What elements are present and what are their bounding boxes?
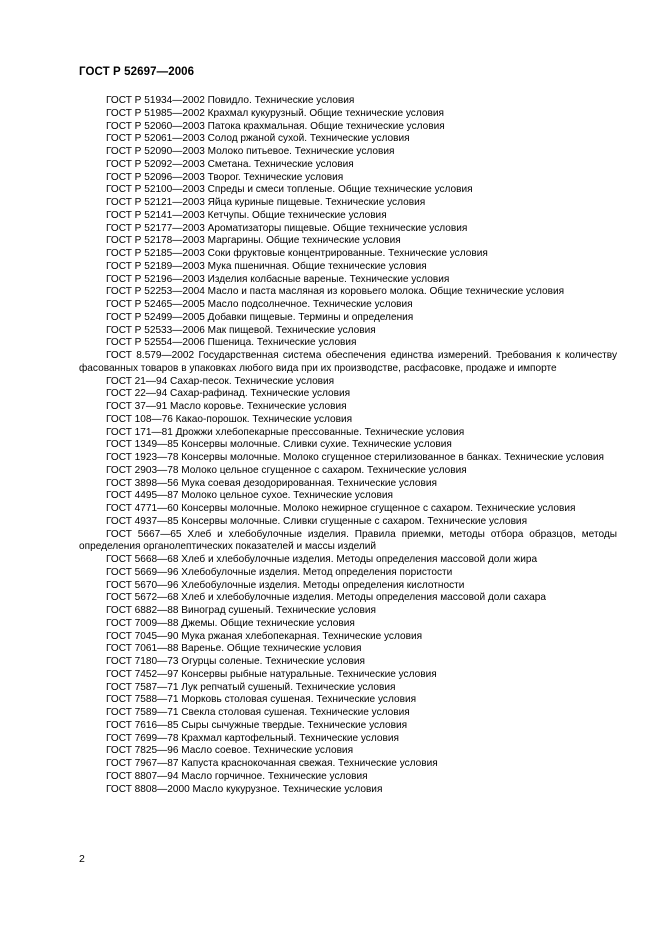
reference-item: ГОСТ 171—81 Дрожжи хлебопекарные прессованные. Технические условия bbox=[106, 426, 465, 438]
reference-item: ГОСТ Р 52060—2003 Патока крахмальная. Общие технические условия bbox=[106, 120, 445, 132]
reference-item: ГОСТ 7967—87 Капуста краснокочанная свежая. Технические условия bbox=[106, 758, 438, 769]
reference-item: ГОСТ 5669—96 Хлебобулочные изделия. Метод определения пористости bbox=[106, 566, 453, 578]
reference-item: ГОСТ 6882—88 Виноград сушеный. Технические условия bbox=[106, 605, 377, 616]
reference-item: ГОСТ 2903—78 Молоко цельное сгущенное с сахаром. Технические условия bbox=[106, 464, 467, 476]
reference-item: ГОСТ Р 52121—2003 Яйца куриные пищевые. Технические условия bbox=[106, 197, 426, 208]
reference-item: ГОСТ 7588—71 Морковь столовая сушеная. Технические условия bbox=[106, 694, 417, 706]
reference-item: ГОСТ 7587—71 Лук репчатый сушеный. Технические условия bbox=[106, 681, 396, 693]
reference-item: ГОСТ Р 52465—2005 Масло подсолнечное. Технические условия bbox=[106, 299, 413, 310]
reference-item: ГОСТ Р 52554—2006 Пшеница. Технические условия bbox=[106, 337, 357, 349]
reference-item: ГОСТ 7180—73 Огурцы соленые. Технические условия bbox=[106, 656, 365, 667]
reference-item: ГОСТ Р 52499—2005 Добавки пищевые. Термины и определения bbox=[106, 311, 414, 323]
reference-item: ГОСТ 1923—78 Консервы молочные. Молоко сгущенное стерилизованное в банках. Технические условия bbox=[106, 452, 604, 463]
reference-item: ГОСТ Р 52061—2003 Солод ржаной сухой. Технические условия bbox=[106, 133, 410, 145]
reference-item: ГОСТ Р 52096—2003 Творог. Технические условия bbox=[106, 171, 344, 183]
reference-item: ГОСТ 7061—88 Варенье. Общие технические условия bbox=[106, 643, 362, 655]
document-header: ГОСТ Р 52697—2006 bbox=[79, 66, 195, 78]
reference-item: ГОСТ 7825—96 Масло соевое. Технические условия bbox=[106, 745, 354, 757]
reference-item: ГОСТ Р 52185—2003 Соки фруктовые концентрированные. Технические условия bbox=[106, 248, 488, 259]
reference-item: ГОСТ 5670—96 Хлебобулочные изделия. Методы определения кислотности bbox=[106, 579, 465, 591]
reference-item: ГОСТ 8808—2000 Масло кукурузное. Технические условия bbox=[106, 783, 383, 795]
reference-item: ГОСТ Р 52253—2004 Масло и паста масляная из коровьего молока. Общие технические условия bbox=[106, 286, 565, 298]
reference-item: ГОСТ 7699—78 Крахмал картофельный. Технические условия bbox=[106, 732, 399, 744]
reference-item: ГОСТ 5668—68 Хлеб и хлебобулочные изделия. Методы определения массовой доли жира bbox=[106, 554, 538, 565]
reference-item: ГОСТ 5672—68 Хлеб и хлебобулочные изделия. Методы определения массовой доли сахара bbox=[106, 592, 546, 604]
reference-item: ГОСТ 7452—97 Консервы рыбные натуральные. Технические условия bbox=[106, 668, 437, 680]
reference-item: ГОСТ 37—91 Масло коровье. Технические условия bbox=[106, 401, 347, 412]
reference-item: ГОСТ 4937—85 Консервы молочные. Сливки сгущенные с сахаром. Технические условия bbox=[106, 515, 528, 527]
reference-item: ГОСТ Р 51934—2002 Повидло. Технические условия bbox=[106, 95, 355, 106]
reference-item: ГОСТ 108—76 Какао-порошок. Технические условия bbox=[106, 413, 353, 425]
reference-item: ГОСТ Р 52189—2003 Мука пшеничная. Общие технические условия bbox=[106, 260, 427, 272]
reference-item: ГОСТ Р 52177—2003 Ароматизаторы пищевые. Общие технические условия bbox=[106, 222, 468, 234]
reference-item: ГОСТ 4771—60 Консервы молочные. Молоко нежирное сгущенное с сахаром. Технические условия bbox=[106, 503, 576, 514]
reference-item: ГОСТ Р 52092—2003 Сметана. Технические условия bbox=[106, 158, 354, 170]
reference-item: ГОСТ Р 51985—2002 Крахмал кукурузный. Общие технические условия bbox=[106, 107, 444, 119]
reference-item: ГОСТ 22—94 Сахар-рафинад. Технические условия bbox=[106, 388, 351, 400]
reference-item: ГОСТ 1349—85 Консервы молочные. Сливки сухие. Технические условия bbox=[106, 439, 452, 451]
reference-item: ГОСТ 7589—71 Свекла столовая сушеная. Технические условия bbox=[106, 707, 410, 718]
reference-item: ГОСТ Р 52178—2003 Маргарины. Общие технические условия bbox=[106, 235, 401, 247]
reference-item: ГОСТ 7045—90 Мука ржаная хлебопекарная. Технические условия bbox=[106, 630, 423, 642]
reference-item: ГОСТ 8807—94 Масло горчичное. Технические условия bbox=[106, 770, 368, 782]
reference-item: ГОСТ 4495—87 Молоко цельное сухое. Технические условия bbox=[106, 490, 394, 502]
reference-item: ГОСТ 5667—65 Хлеб и хлебобулочные изделия. Правила приемки, методы отбора образцов, методы определения органолептических показателей и массы изделий bbox=[79, 528, 617, 553]
normative-references-list bbox=[79, 95, 617, 796]
reference-item: ГОСТ Р 52100—2003 Спреды и смеси топленые. Общие технические условия bbox=[106, 184, 473, 196]
reference-item: ГОСТ 7009—88 Джемы. Общие технические условия bbox=[106, 617, 355, 629]
reference-item: ГОСТ 8.579—2002 Государственная система обеспечения единства измерений. Требования к количеству фасованных товаров в упаковках любого вида при их производстве, расфасовке, продаже и импорте bbox=[79, 350, 617, 374]
reference-item: ГОСТ Р 52533—2006 Мак пищевой. Технические условия bbox=[106, 324, 376, 336]
reference-item: ГОСТ Р 52090—2003 Молоко питьевое. Технические условия bbox=[106, 146, 395, 157]
reference-item: ГОСТ 3898—56 Мука соевая дезодорированная. Технические условия bbox=[106, 477, 437, 489]
reference-item: ГОСТ Р 52196—2003 Изделия колбасные вареные. Технические условия bbox=[106, 273, 450, 285]
page-number: 2 bbox=[79, 853, 85, 865]
reference-item: ГОСТ Р 52141—2003 Кетчупы. Общие технические условия bbox=[106, 209, 387, 221]
reference-item: ГОСТ 7616—85 Сыры сычужные твердые. Технические условия bbox=[106, 719, 408, 731]
reference-item: ГОСТ 21—94 Сахар-песок. Технические условия bbox=[106, 375, 335, 387]
